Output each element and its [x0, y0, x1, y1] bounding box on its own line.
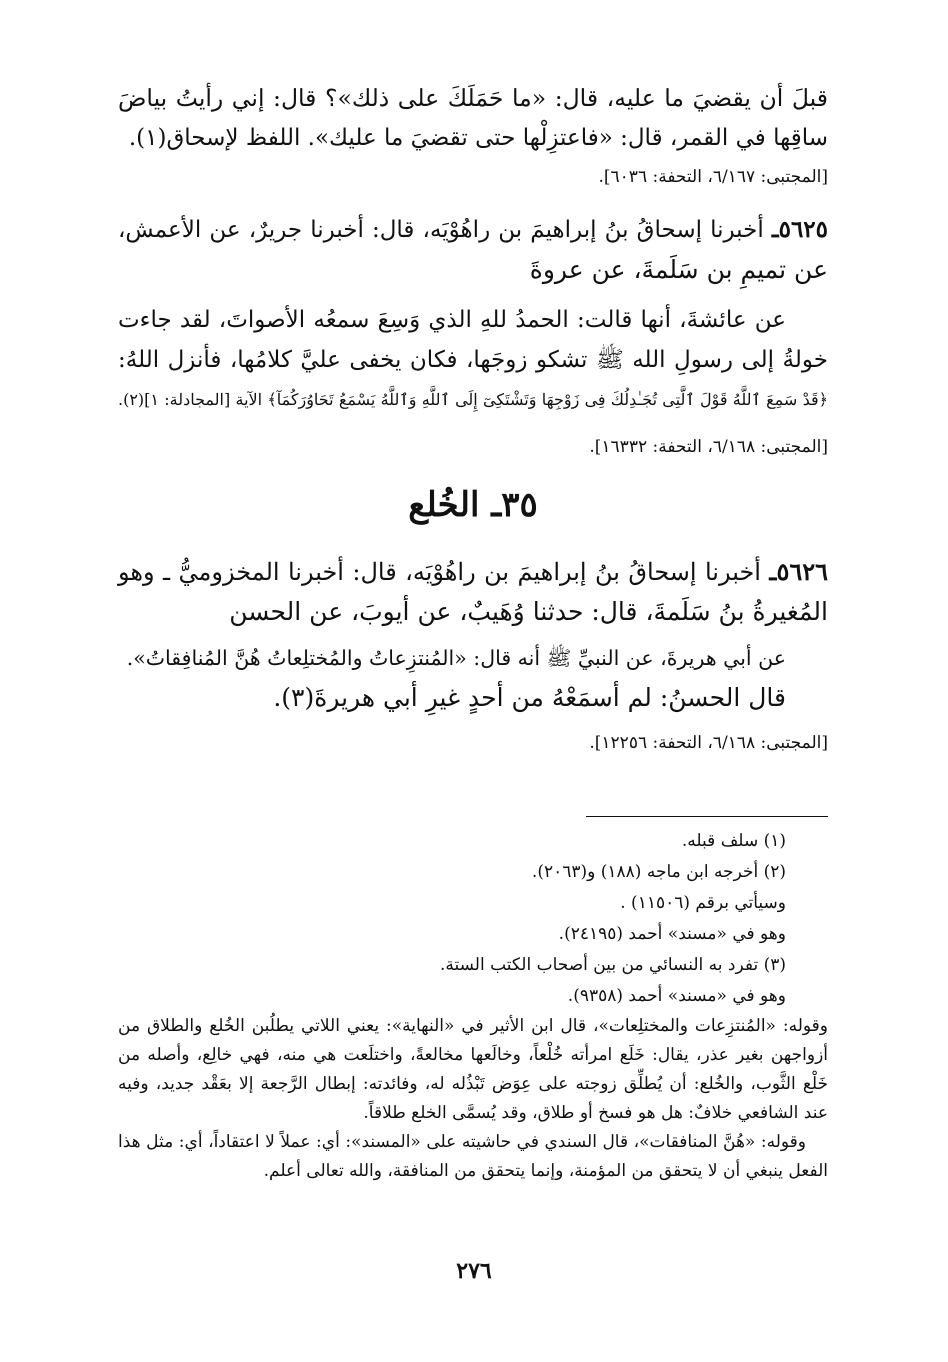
- hadith-text-line: عن أبي هريرةَ، عن النبيِّ ﷺ أنه قال: «المُنتزِعاتُ والمُختلِعاتُ هُنَّ المُنافِقاتُ».: [126, 646, 786, 670]
- hadith-chain-line: عن تميمِ بن سَلَمةَ، عن عروةَ: [529, 255, 828, 284]
- hadith-text-line: ﴿قَدْ سَمِعَ ٱللَّهُ قَوْلَ ٱلَّتِى تُجَـٰدِلُكَ فِى زَوْجِهَا وَتَشْتَكِىٓ إِلَى ٱللَّهِ وَٱللَّهُ يَسْمَعُ تَحَاوُرَكُمَآ﴾ الآية [المجادلة: ١](٢).: [118, 390, 828, 409]
- footnote-line: (١) سلف قبله.: [681, 831, 786, 851]
- footnote-line: (٢) أخرجه ابن ماجه (١٨٨) و(٢٠٦٣).: [531, 862, 786, 882]
- footnotes: [118, 826, 828, 1186]
- commentary-line: وقوله: «هُنَّ المنافقات»، قال السندي في حاشيته على «المسند»: أي: عملاً لا اعتقاداً، أي: مثل هذا: [118, 1132, 806, 1152]
- body-line: قبلَ أن يقضيَ ما عليه، قال: «ما حَمَلَكَ على ذلك»؟ قال: إني رأيتُ بياضَ: [118, 84, 828, 112]
- hadith-text-line: خولةُ إلى رسولِ الله ﷺ تشكو زوجَها، فكان يخفى عليَّ كلامُها، فأنزل اللهُ:: [118, 347, 828, 373]
- page-number: ٢٧٦: [456, 1258, 492, 1284]
- source-reference: [المجتبى: ٦/١٦٨، التحفة: ١٦٣٣٢].: [589, 437, 828, 457]
- footnote-line: (٣) تفرد به النسائي من بين أصحاب الكتب الستة.: [439, 955, 786, 975]
- chapter-title: ٣٥ـ الخُلع: [408, 485, 538, 525]
- source-reference: [المجتبى: ٦/١٦٨، التحفة: ١٢٢٥٦].: [589, 733, 828, 753]
- hadith-chain-line: [118, 210, 828, 250]
- body-line: ساقِها في القمر، قال: «فاعتزِلْها حتى تقضيَ ما عليك». اللفظ لإسحاق(١).: [128, 125, 828, 151]
- footnote-separator: [586, 816, 828, 817]
- source-reference: [المجتبى: ٦/١٦٧، التحفة: ٦٠٣٦].: [598, 167, 828, 187]
- commentary-line: عند الشافعي خلافٌ: هل هو فسخ أو طلاق، وقد يُسمَّى الخلع طلاقاً.: [363, 1103, 828, 1123]
- footnote-line: وهو في «مسند» أحمد (٩٣٥٨).: [567, 986, 786, 1006]
- commentary-line: وقوله: «المُنتزِعات والمختلِعات»، قال ابن الأثير في «النهاية»: يعني اللاتي يطلُبن الخُلع والطلاق من: [118, 1016, 828, 1036]
- footnote-line: وسيأتي برقم (١١٥٠٦) .: [620, 893, 786, 913]
- hadith-chain-line: [118, 552, 828, 592]
- main-text: [118, 78, 828, 776]
- hadith-text-line: قال الحسنُ: لم أسمَعْهُ من أحدٍ غيرِ أبي هريرةَ(٣).: [273, 683, 786, 712]
- hadith-chain-text: أخبرنا إسحاقُ بنُ إبراهيمَ بن راهُوْيَه، قال: أخبرنا جريرٌ، عن الأعمش،: [118, 217, 764, 243]
- hadith-number: ٥٦٢٥ـ: [771, 216, 829, 243]
- hadith-number: ٥٦٢٦ـ: [769, 557, 828, 586]
- commentary-line: الفعل ينبغي أن لا يتحقق من المؤمنة، وإنما يتحقق من المنافقة، والله تعالى أعلم.: [263, 1161, 828, 1181]
- hadith-chain-text: أخبرنا إسحاقُ بنُ إبراهيمَ بن راهُوْيَه، قال: أخبرنا المخزوميُّ ـ وهو: [118, 558, 761, 586]
- hadith-chain-line: المُغيرةُ بنُ سَلَمةَ، قال: حدثنا وُهَيبٌ، عن أيوبَ، عن الحسن: [229, 597, 828, 626]
- commentary-line: خَلْع الثَّوب، والخُلع: أن يُطلِّق زوجته على عِوَض تَبْذُله له، وفائدته: إبطال الرَّجعة إلا بعَقْد جديد، وفيه: [118, 1074, 828, 1094]
- footnote-line: وهو في «مسند» أحمد (٢٤١٩٥).: [558, 924, 786, 944]
- commentary-line: أزواجهن بغير عذر، يقال: خَلَع امرأته خُلْعاً، وخالَعها مخالعةً، واختلَعت هي منه، فهي خالِع، وأصله من: [118, 1045, 828, 1065]
- hadith-text-line: عن عائشةَ، أنها قالت: الحمدُ للهِ الذي وَسِعَ سمعُه الأصواتَ، لقد جاءت: [118, 307, 786, 333]
